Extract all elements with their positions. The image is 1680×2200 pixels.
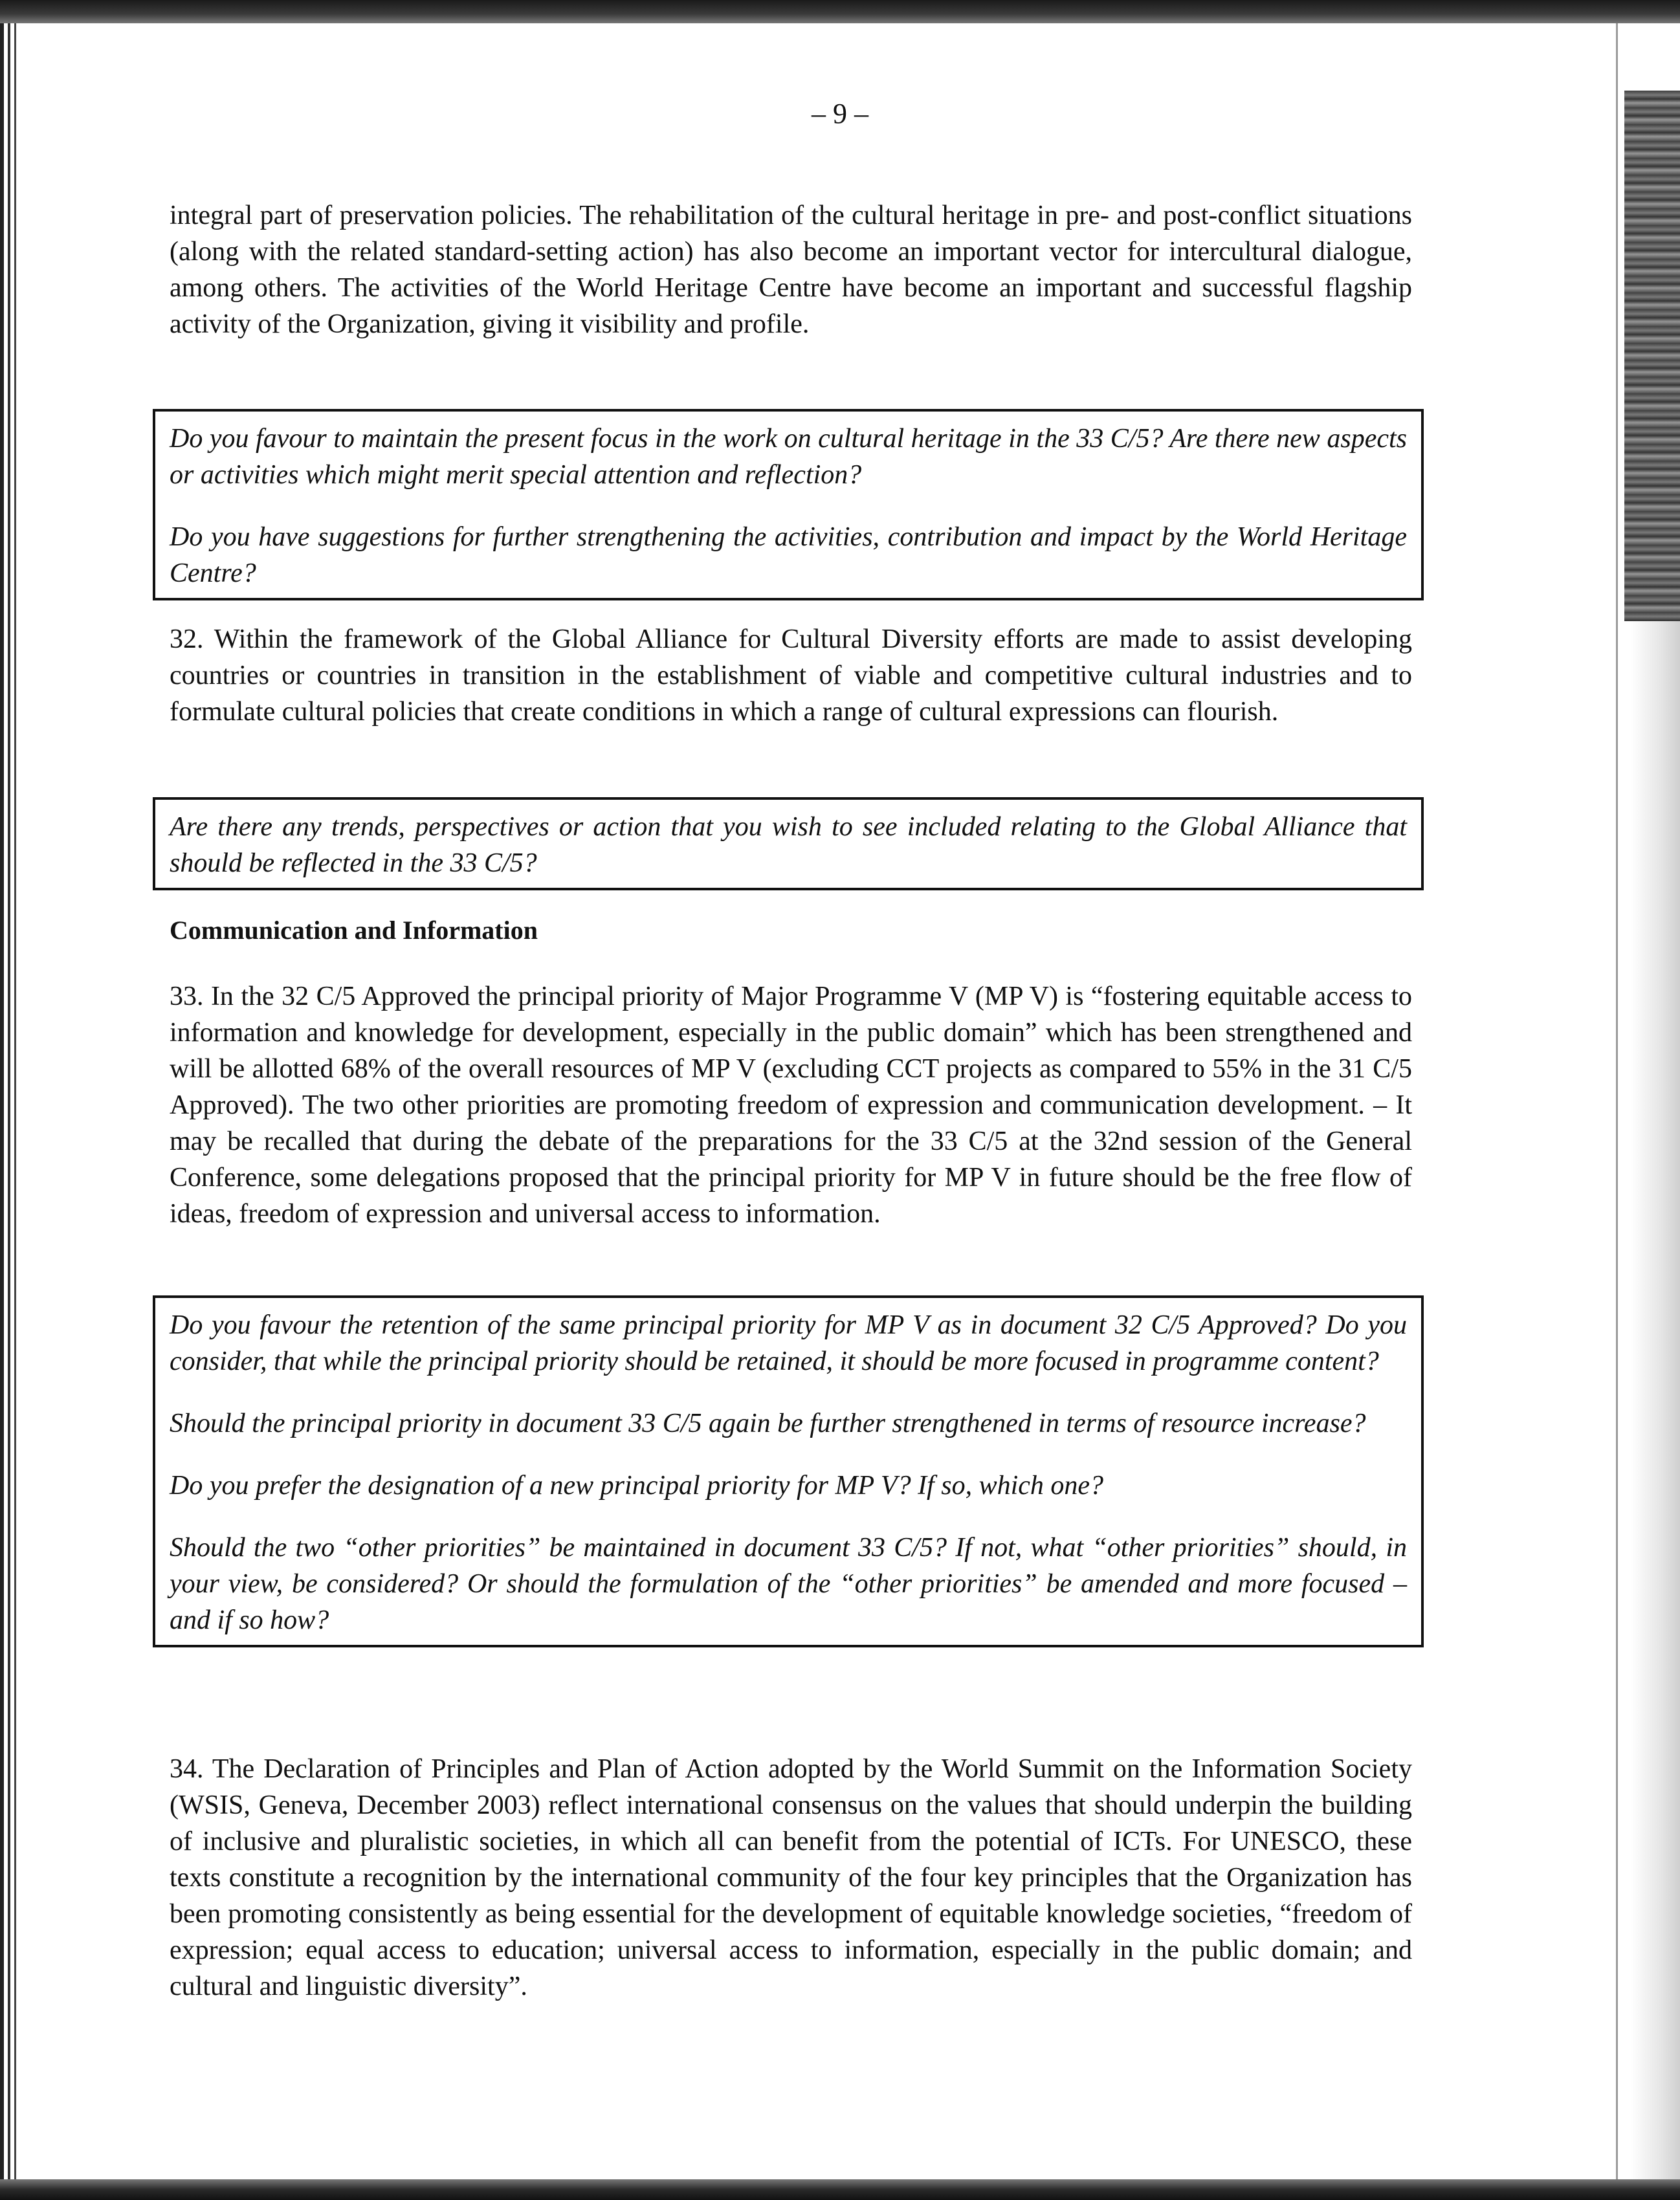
paragraph-intro xyxy=(170,197,1412,342)
question-box-global-alliance xyxy=(153,797,1424,890)
scan-border-bottom xyxy=(0,2179,1680,2200)
scan-border-top xyxy=(0,0,1680,23)
question-text: Do you prefer the designation of a new principal priority for MP V? If so, which one? xyxy=(170,1471,1104,1501)
question-box-mp-v-priority xyxy=(153,1295,1424,1647)
question-text: Do you have suggestions for further strengthening the activities, contribution and impact by the World Heritage Centre? xyxy=(170,522,1407,588)
paragraph-32 xyxy=(170,621,1412,730)
question-box-cultural-heritage xyxy=(153,409,1424,600)
page-number: – 9 – xyxy=(812,98,868,129)
paragraph-text: 33. In the 32 C/5 Approved the principal priority of Major Programme V (MP V) is “fostering equitable access to information and knowledge for development, especially in the public domain” which has been strengthened and will be allotted 68% of the overall resources of MP V (excluding CCT projects as compared to 55% in the 31 C/5 Approved). The two other priorities are promoting freedom of expression and communication development. – It may be recalled that during the debate of the preparations for the 33 C/5 at the 32nd session of the General Conference, some delegations proposed that the principal priority for MP V in future should be the free flow of ideas, freedom of expression and universal access to information. xyxy=(170,982,1412,1229)
paragraph-34 xyxy=(170,1751,1412,2005)
scan-border-left xyxy=(0,23,26,2179)
paragraph-text: 34. The Declaration of Principles and Plan of Action adopted by the World Summit on the Information Society (WSIS, Geneva, December 2003) reflect international consensus on the values that should underpin the building of inclusive and pluralistic societies, in which all can benefit from the potential of ICTs. For UNESCO, these texts constitute a recognition by the international community of the four key principles that the Organization has been promoting consistently as being essential for the development of equitable knowledge societies, “freedom of expression; equal access to education; universal access to information, especially in the public domain; and cultural and linguistic diversity”. xyxy=(170,1754,1412,2001)
scan-fold-line xyxy=(1616,23,1618,2179)
question-text: Should the principal priority in document 33 C/5 again be further strengthened in terms of resource increase? xyxy=(170,1409,1366,1438)
question-text: Do you favour the retention of the same principal priority for MP V as in document 32 C/5 Approved? Do you consider, that while the principal priority should be retained, it should be more focused in programme content? xyxy=(170,1310,1407,1376)
paragraph-33 xyxy=(170,978,1412,1232)
section-heading: Communication and Information xyxy=(170,916,538,945)
scan-border-right xyxy=(1631,621,1680,2179)
paragraph-text: integral part of preservation policies. The rehabilitation of the cultural heritage in pre- and post-conflict situations (along with the related standard-setting action) has also become an important vector for intercultural dialogue, among others. The activities of the World Heritage Centre have become an important and successful flagship activity of the Organization, giving it visibility and profile. xyxy=(170,201,1412,339)
question-text: Should the two “other priorities” be maintained in document 33 C/5? If not, what “other priorities” should, in your view, be considered? Or should the formulation of the “other priorities” be amended and more focused – and if so how? xyxy=(170,1533,1407,1635)
paragraph-text: 32. Within the framework of the Global Alliance for Cultural Diversity efforts are made to assist developing countries or countries in transition in the establishment of viable and competitive cultural industries and to formulate cultural policies that create conditions in which a range of cultural expressions can flourish. xyxy=(170,624,1412,727)
question-text: Do you favour to maintain the present focus in the work on cultural heritage in the 33 C/5? Are there new aspects or activities which might merit special attention and reflection? xyxy=(170,424,1407,490)
question-text: Are there any trends, perspectives or action that you wish to see included relating to the Global Alliance that should be reflected in the 33 C/5? xyxy=(170,812,1407,878)
scan-border-right-dark xyxy=(1624,91,1680,621)
